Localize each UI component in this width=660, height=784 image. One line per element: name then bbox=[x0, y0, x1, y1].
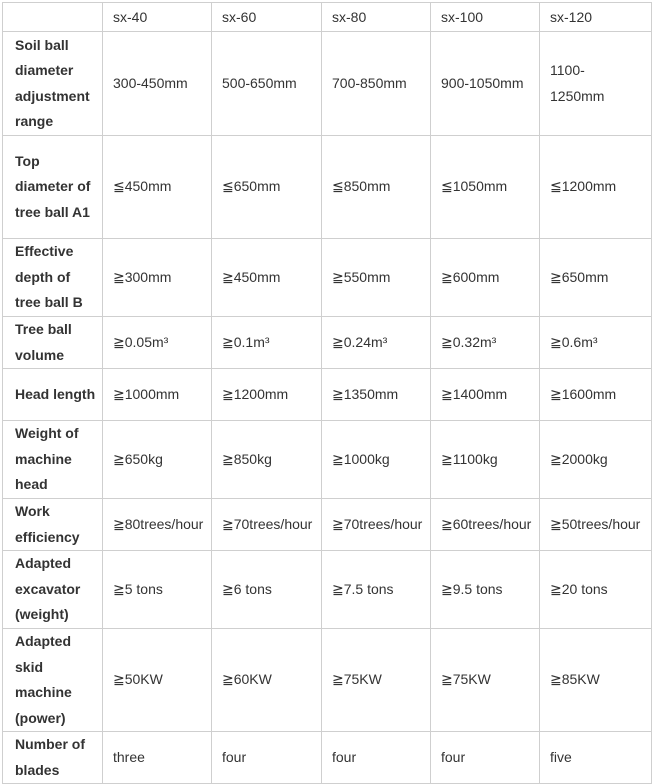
table-cell: ≧1000kg bbox=[322, 421, 431, 499]
table-row bbox=[3, 136, 652, 239]
table-cell: ≧60trees/hour bbox=[431, 499, 540, 551]
table-cell: ≦1050mm bbox=[431, 136, 540, 239]
row-label: Soil ball diameter adjustment range bbox=[3, 32, 103, 136]
table-cell: ≧70trees/hour bbox=[212, 499, 322, 551]
table-cell: ≧60KW bbox=[212, 629, 322, 732]
row-label: Weight of machine head bbox=[3, 421, 103, 499]
table-cell: ≦850mm bbox=[322, 136, 431, 239]
spec-table bbox=[2, 2, 652, 784]
row-label: Top diameter of tree ball A1 bbox=[3, 136, 103, 239]
table-row bbox=[3, 239, 652, 317]
header-cell-empty bbox=[3, 3, 103, 32]
table-cell: ≧2000kg bbox=[540, 421, 652, 499]
table-cell: ≧75KW bbox=[431, 629, 540, 732]
row-label: Number of blades bbox=[3, 732, 103, 784]
table-cell: ≧0.24m³ bbox=[322, 317, 431, 369]
table-cell: 900-1050mm bbox=[431, 32, 540, 136]
table-cell: ≧6 tons bbox=[212, 551, 322, 629]
table-cell: ≧650kg bbox=[103, 421, 212, 499]
table-cell: ≧5 tons bbox=[103, 551, 212, 629]
table-cell: ≧9.5 tons bbox=[431, 551, 540, 629]
row-label: Work efficiency bbox=[3, 499, 103, 551]
table-cell: ≧0.05m³ bbox=[103, 317, 212, 369]
table-cell: ≦1200mm bbox=[540, 136, 652, 239]
table-cell: ≧20 tons bbox=[540, 551, 652, 629]
table-cell: ≧0.1m³ bbox=[212, 317, 322, 369]
table-cell: ≧1200mm bbox=[212, 369, 322, 421]
table-cell: 1100-1250mm bbox=[540, 32, 652, 136]
row-label: Adapted skid machine (power) bbox=[3, 629, 103, 732]
table-cell: ≦650mm bbox=[212, 136, 322, 239]
table-cell: ≧650mm bbox=[540, 239, 652, 317]
row-label: Adapted excavator (weight) bbox=[3, 551, 103, 629]
table-row bbox=[3, 421, 652, 499]
table-cell: ≧0.6m³ bbox=[540, 317, 652, 369]
table-cell: 700-850mm bbox=[322, 32, 431, 136]
table-cell: ≧1600mm bbox=[540, 369, 652, 421]
header-cell-sx-120: sx-120 bbox=[540, 3, 652, 32]
table-cell: ≦450mm bbox=[103, 136, 212, 239]
table-row bbox=[3, 551, 652, 629]
table-cell: ≧1400mm bbox=[431, 369, 540, 421]
table-cell: ≧70trees/hour bbox=[322, 499, 431, 551]
table-cell: ≧450mm bbox=[212, 239, 322, 317]
row-label: Effective depth of tree ball B bbox=[3, 239, 103, 317]
table-cell: ≧0.32m³ bbox=[431, 317, 540, 369]
header-cell-sx-60: sx-60 bbox=[212, 3, 322, 32]
table-row bbox=[3, 369, 652, 421]
table-cell: ≧300mm bbox=[103, 239, 212, 317]
table-cell: ≧50trees/hour bbox=[540, 499, 652, 551]
table-row bbox=[3, 32, 652, 136]
table-cell: four bbox=[322, 732, 431, 784]
header-row bbox=[3, 3, 652, 32]
table-cell: ≧1350mm bbox=[322, 369, 431, 421]
header-cell-sx-80: sx-80 bbox=[322, 3, 431, 32]
table-cell: four bbox=[431, 732, 540, 784]
table-cell: ≧600mm bbox=[431, 239, 540, 317]
header-cell-sx-100: sx-100 bbox=[431, 3, 540, 32]
table-cell: 500-650mm bbox=[212, 32, 322, 136]
table-row bbox=[3, 499, 652, 551]
table-cell: ≧7.5 tons bbox=[322, 551, 431, 629]
table-cell: four bbox=[212, 732, 322, 784]
table-cell: three bbox=[103, 732, 212, 784]
table-cell: ≧1000mm bbox=[103, 369, 212, 421]
table-cell: ≧85KW bbox=[540, 629, 652, 732]
table-cell: ≧550mm bbox=[322, 239, 431, 317]
table-row bbox=[3, 317, 652, 369]
row-label: Tree ball volume bbox=[3, 317, 103, 369]
table-cell: ≧1100kg bbox=[431, 421, 540, 499]
table-row bbox=[3, 732, 652, 784]
table-cell: ≧850kg bbox=[212, 421, 322, 499]
table-cell: 300-450mm bbox=[103, 32, 212, 136]
row-label: Head length bbox=[3, 369, 103, 421]
table-cell: five bbox=[540, 732, 652, 784]
table-row bbox=[3, 629, 652, 732]
table-cell: ≧75KW bbox=[322, 629, 431, 732]
table-cell: ≧80trees/hour bbox=[103, 499, 212, 551]
spec-table-wrapper bbox=[2, 2, 652, 784]
table-cell: ≧50KW bbox=[103, 629, 212, 732]
header-cell-sx-40: sx-40 bbox=[103, 3, 212, 32]
